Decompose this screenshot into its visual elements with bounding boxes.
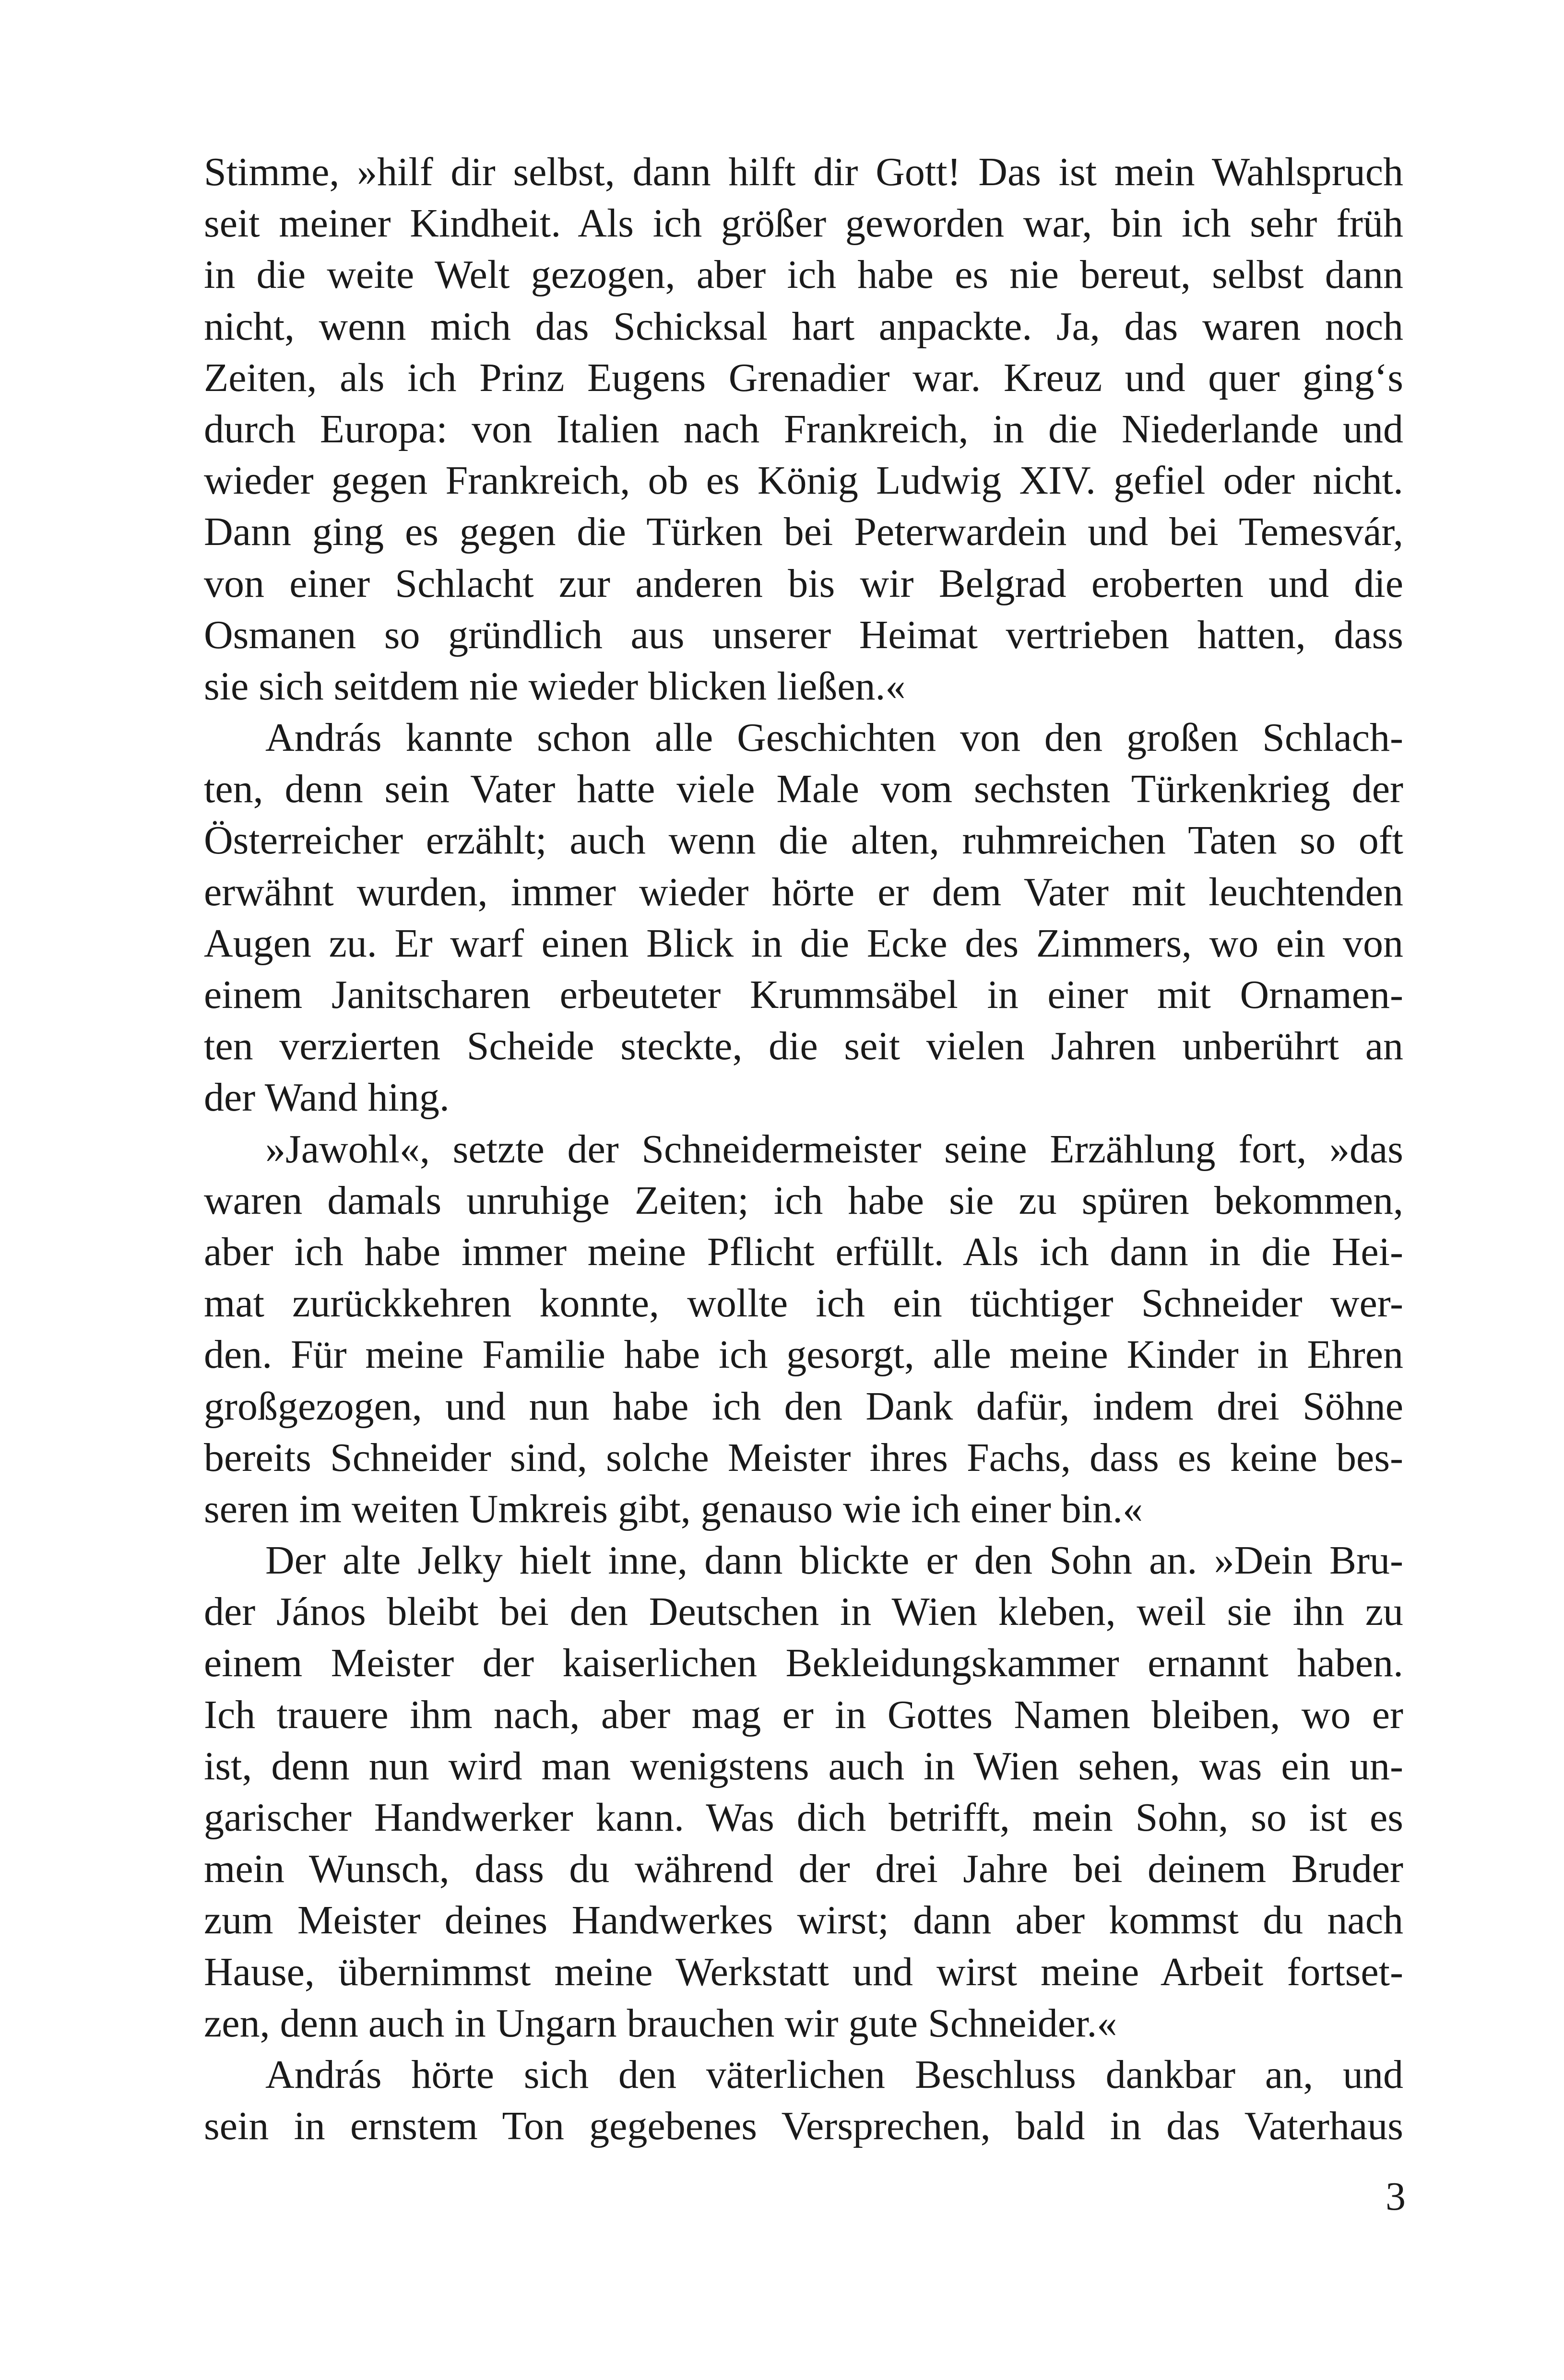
text-line: von einer Schlacht zur anderen bis wir Belgrad eroberten und die (204, 561, 1403, 606)
text-line: Ich trauere ihm nach, aber mag er in Gottes Namen bleiben, wo er (204, 1692, 1403, 1737)
text-line: einem Meister der kaiserlichen Bekleidungskammer ernannt haben. (204, 1641, 1403, 1686)
text-line: nicht, wenn mich das Schicksal hart anpackte. Ja, das waren noch (204, 304, 1403, 349)
text-line: wieder gegen Frankreich, ob es König Ludwig XIV. gefiel oder nicht. (204, 458, 1403, 503)
text-line: Hause, übernimmst meine Werkstatt und wirst meine Arbeit fortset- (204, 1949, 1403, 1994)
text-line: der Wand hing. (204, 1075, 450, 1120)
text-line: seit meiner Kindheit. Als ich größer geworden war, bin ich sehr früh (204, 201, 1403, 246)
text-line: erwähnt wurden, immer wieder hörte er dem Vater mit leuchtenden (204, 869, 1403, 914)
text-line: ten verzierten Scheide steckte, die seit vielen Jahren unberührt an (204, 1024, 1403, 1069)
text-line: Zeiten, als ich Prinz Eugens Grenadier war. Kreuz und quer ging‘s (204, 355, 1403, 400)
body-text (204, 146, 1403, 2152)
text-line: der János bleibt bei den Deutschen in Wien kleben, weil sie ihn zu (204, 1589, 1403, 1634)
text-line: durch Europa: von Italien nach Frankreich, in die Niederlande und (204, 406, 1403, 451)
text-line: Stimme, »hilf dir selbst, dann hilft dir Gott! Das ist mein Wahlspruch (204, 150, 1403, 194)
text-line: einem Janitscharen erbeuteter Krummsäbel in einer mit Ornamen- (204, 972, 1403, 1017)
text-line: seren im weiten Umkreis gibt, genauso wie ich einer bin.« (204, 1486, 1143, 1531)
text-line: mein Wunsch, dass du während der drei Jahre bei deinem Bruder (204, 1847, 1403, 1892)
text-line: Der alte Jelky hielt inne, dann blickte er den Sohn an. »Dein Bru- (265, 1538, 1403, 1583)
text-line: waren damals unruhige Zeiten; ich habe sie zu spüren bekommen, (204, 1178, 1403, 1223)
text-line: Osmanen so gründlich aus unserer Heimat vertrieben hatten, dass (204, 612, 1403, 657)
text-line: Österreicher erzählt; auch wenn die alten, ruhmreichen Taten so oft (204, 818, 1403, 863)
text-line: in die weite Welt gezogen, aber ich habe es nie bereut, selbst dann (204, 252, 1403, 297)
text-line: garischer Handwerker kann. Was dich betrifft, mein Sohn, so ist es (204, 1795, 1403, 1840)
text-line: aber ich habe immer meine Pflicht erfüllt. Als ich dann in die Hei- (204, 1229, 1403, 1274)
text-line: András kannte schon alle Geschichten von den großen Schlach- (265, 715, 1403, 760)
text-line: Dann ging es gegen die Türken bei Peterwardein und bei Temesvár, (204, 509, 1403, 555)
text-line: ist, denn nun wird man wenigstens auch in Wien sehen, was ein un- (204, 1743, 1403, 1788)
text-line: den. Für meine Familie habe ich gesorgt, alle meine Kinder in Ehren (204, 1332, 1403, 1377)
text-line: András hörte sich den väterlichen Beschluss dankbar an, und (265, 2052, 1403, 2097)
text-line: sie sich seitdem nie wieder blicken ließen.« (204, 663, 906, 709)
text-line: Augen zu. Er warf einen Blick in die Ecke des Zimmers, wo ein von (204, 921, 1403, 966)
text-line: bereits Schneider sind, solche Meister ihres Fachs, dass es keine bes- (204, 1435, 1403, 1480)
text-line: zen, denn auch in Ungarn brauchen wir gute Schneider.« (204, 2001, 1117, 2046)
text-line: sein in ernstem Ton gegebenes Versprechen, bald in das Vaterhaus (204, 2104, 1403, 2149)
text-line: »Jawohl«, setzte der Schneidermeister seine Erzählung fort, »das (265, 1126, 1403, 1172)
text-line: ten, denn sein Vater hatte viele Male vom sechsten Türkenkrieg der (204, 767, 1403, 812)
page-number: 3 (1386, 2174, 1406, 2219)
text-line: mat zurückkehren konnte, wollte ich ein tüchtiger Schneider wer- (204, 1281, 1403, 1326)
text-line: großgezogen, und nun habe ich den Dank dafür, indem drei Söhne (204, 1384, 1403, 1429)
text-line: zum Meister deines Handwerkes wirst; dann aber kommst du nach (204, 1898, 1403, 1943)
